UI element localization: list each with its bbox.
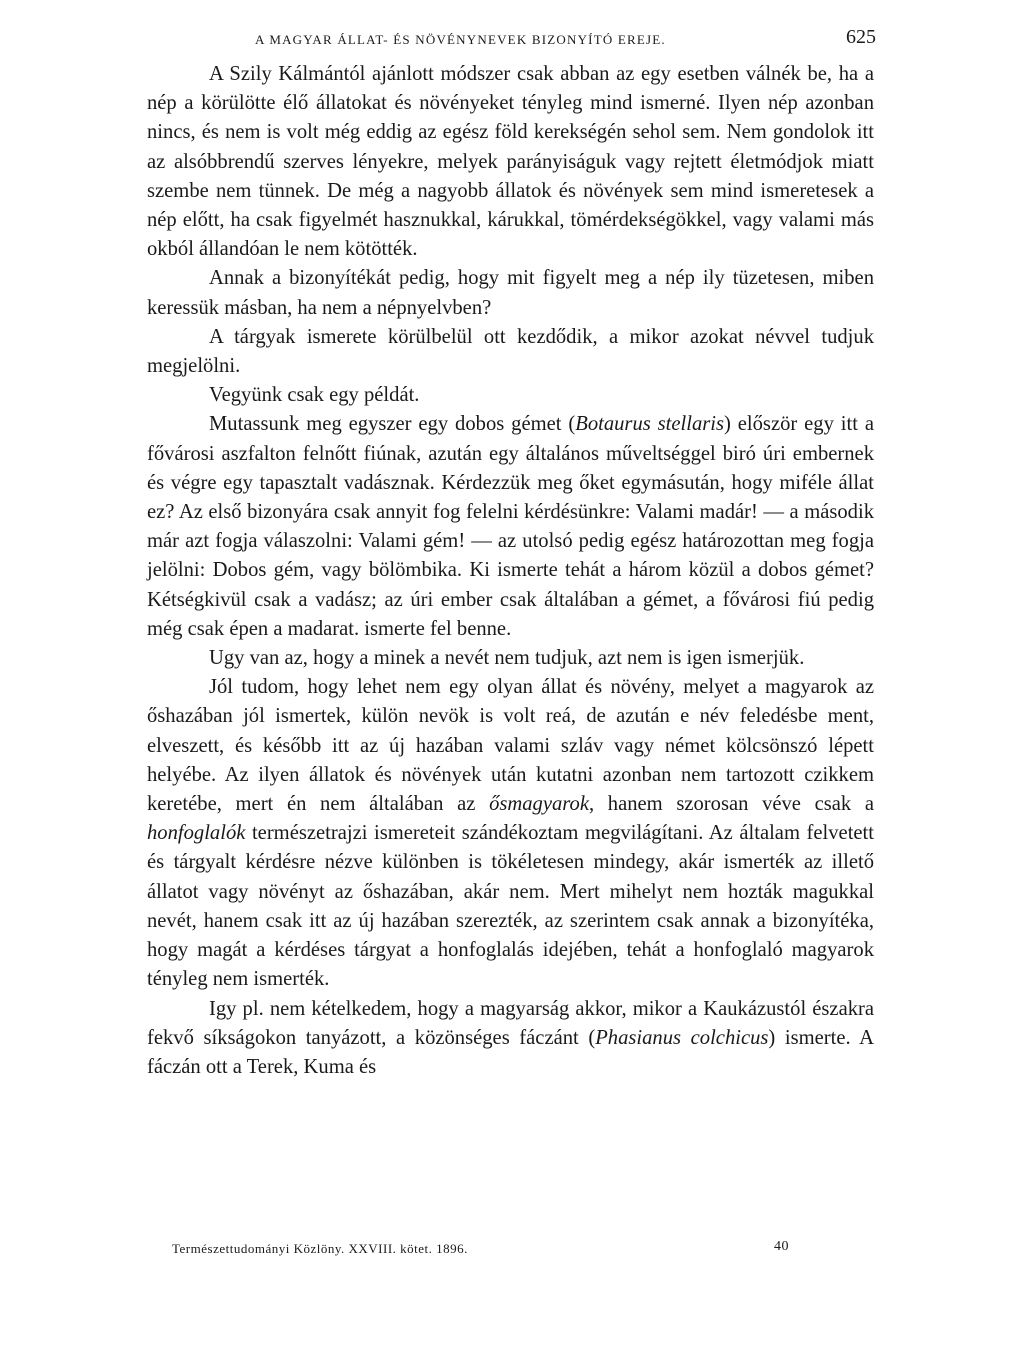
paragraph [147,644,874,673]
paragraph [147,264,874,322]
running-title: A MAGYAR ÁLLAT- ÉS NÖVÉNYNEVEK BIZONYÍTÓ EREJE. [255,32,666,47]
sheet-number: 40 [774,1239,789,1254]
text-run: Igy pl. nem kételkedem, hogy a magyarság akkor, mikor a Kaukázustól északra fekvő síkságokon tanyázott, a közönséges fáczánt ( [147,997,874,1049]
text-run: A Szily Kálmántól ajánlott módszer csak abban az egy esetben válnék be, ha a nép a körülötte élő állatokat és növényeket tényleg mind ismerné. Ilyen nép azonban nincs, és nem is volt még eddig az egész föld kerekségén sehol sem. Nem gondolok itt az alsóbbrendű szerves lényekre, melyek parányiságuk vagy rejtett életmódjok miatt szembe nem tünnek. De még a nagyobb állatok és növények sem mind ismeretesek a nép előtt, ha csak figyelmét hasznukkal, kárukkal, tömérdekségökkel, vagy valami más okból állandóan le nem kötötték. [147,63,874,261]
paragraph [147,673,874,994]
text-run: ) ismerte. A fáczán ott a Terek, Kuma és [147,1026,874,1078]
paragraph [147,60,874,264]
page-number: 625 [846,26,876,48]
text-run: , hanem szorosan véve csak a [588,793,874,816]
text-run: Jól tudom, hogy lehet nem egy olyan állat és növény, melyet a magyarok az őshazában jól ismertek, külön nevök is volt reá, de azután e név feledésbe ment, elveszett, és később itt az új hazában valami szláv vagy német kölcsönszó lépett helyébe. Az ilyen állatok és növények után kutatni azonban nem tartozott czikkem keretébe, mert én nem általában az [147,676,874,816]
text-run: Ugy van az, hogy a minek a nevét nem tudjuk, azt nem is igen ismerjük. [209,647,805,670]
paragraph [147,381,874,410]
text-run: A tárgyak ismerete körülbelül ott kezdődik, a mikor azokat névvel tudjuk megjelölni. [147,325,874,378]
italic-term: ősmagyarok [489,793,589,816]
page [147,22,874,1082]
paragraph [147,410,874,644]
text-run: ) először egy itt a fővárosi aszfalton felnőtt fiúnak, azután egy általános műveltséggel biró úri embernek és végre egy tapasztalt vadásznak. Kérdezzük meg őket egymásután, hogy miféle állat ez? Az első bizonyára csak annyit fog felelni kérdésünkre: Valami madár! — a második már azt fogja válaszolni: Valami gém! — az utolsó pedig egész határozottan meg fogja jelölni: Dobos gém, vagy bölömbika. Ki ismerte tehát a három közül a dobos gémet? Kétségkivül csak a vadász; az úri ember csak általában a gémet, a fővárosi fiú pedig még csak épen a madarat. ismerte fel benne. [147,413,874,640]
running-head [147,22,874,52]
article-body [147,60,874,1082]
text-run: természetrajzi ismereteit szándékoztam megvilágítani. Az általam felvetett és tárgyalt kérdésre nézve különben is tökéletesen mindegy, akár ismerték az illető állatot vagy növényt az őshazában, akár nem. Mert mihelyt nem hozták magukkal nevét, hanem csak itt az új hazában szerezték, az szerintem csak annak a bizonyítéka, hogy magát a kérdéses tárgyat a honfoglalás idejében, tehát a honfoglaló magyarok tényleg nem ismerték. [147,822,874,991]
text-run: Vegyünk csak egy példát. [209,384,420,407]
paragraph [147,995,874,1083]
text-run: Mutassunk meg egyszer egy dobos gémet ( [209,413,576,436]
italic-term: Botaurus stellaris [575,413,725,436]
italic-term: honfoglalók [147,822,246,845]
text-run: Annak a bizonyítékát pedig, hogy mit figyelt meg a nép ily tüzetesen, miben keressük másban, ha nem a népnyelvben? [147,267,874,319]
italic-term: Phasianus colchicus [595,1026,769,1049]
paragraph [147,323,874,381]
journal-citation: Természettudományi Közlöny. XXVIII. kötet. 1896. [172,1241,468,1256]
